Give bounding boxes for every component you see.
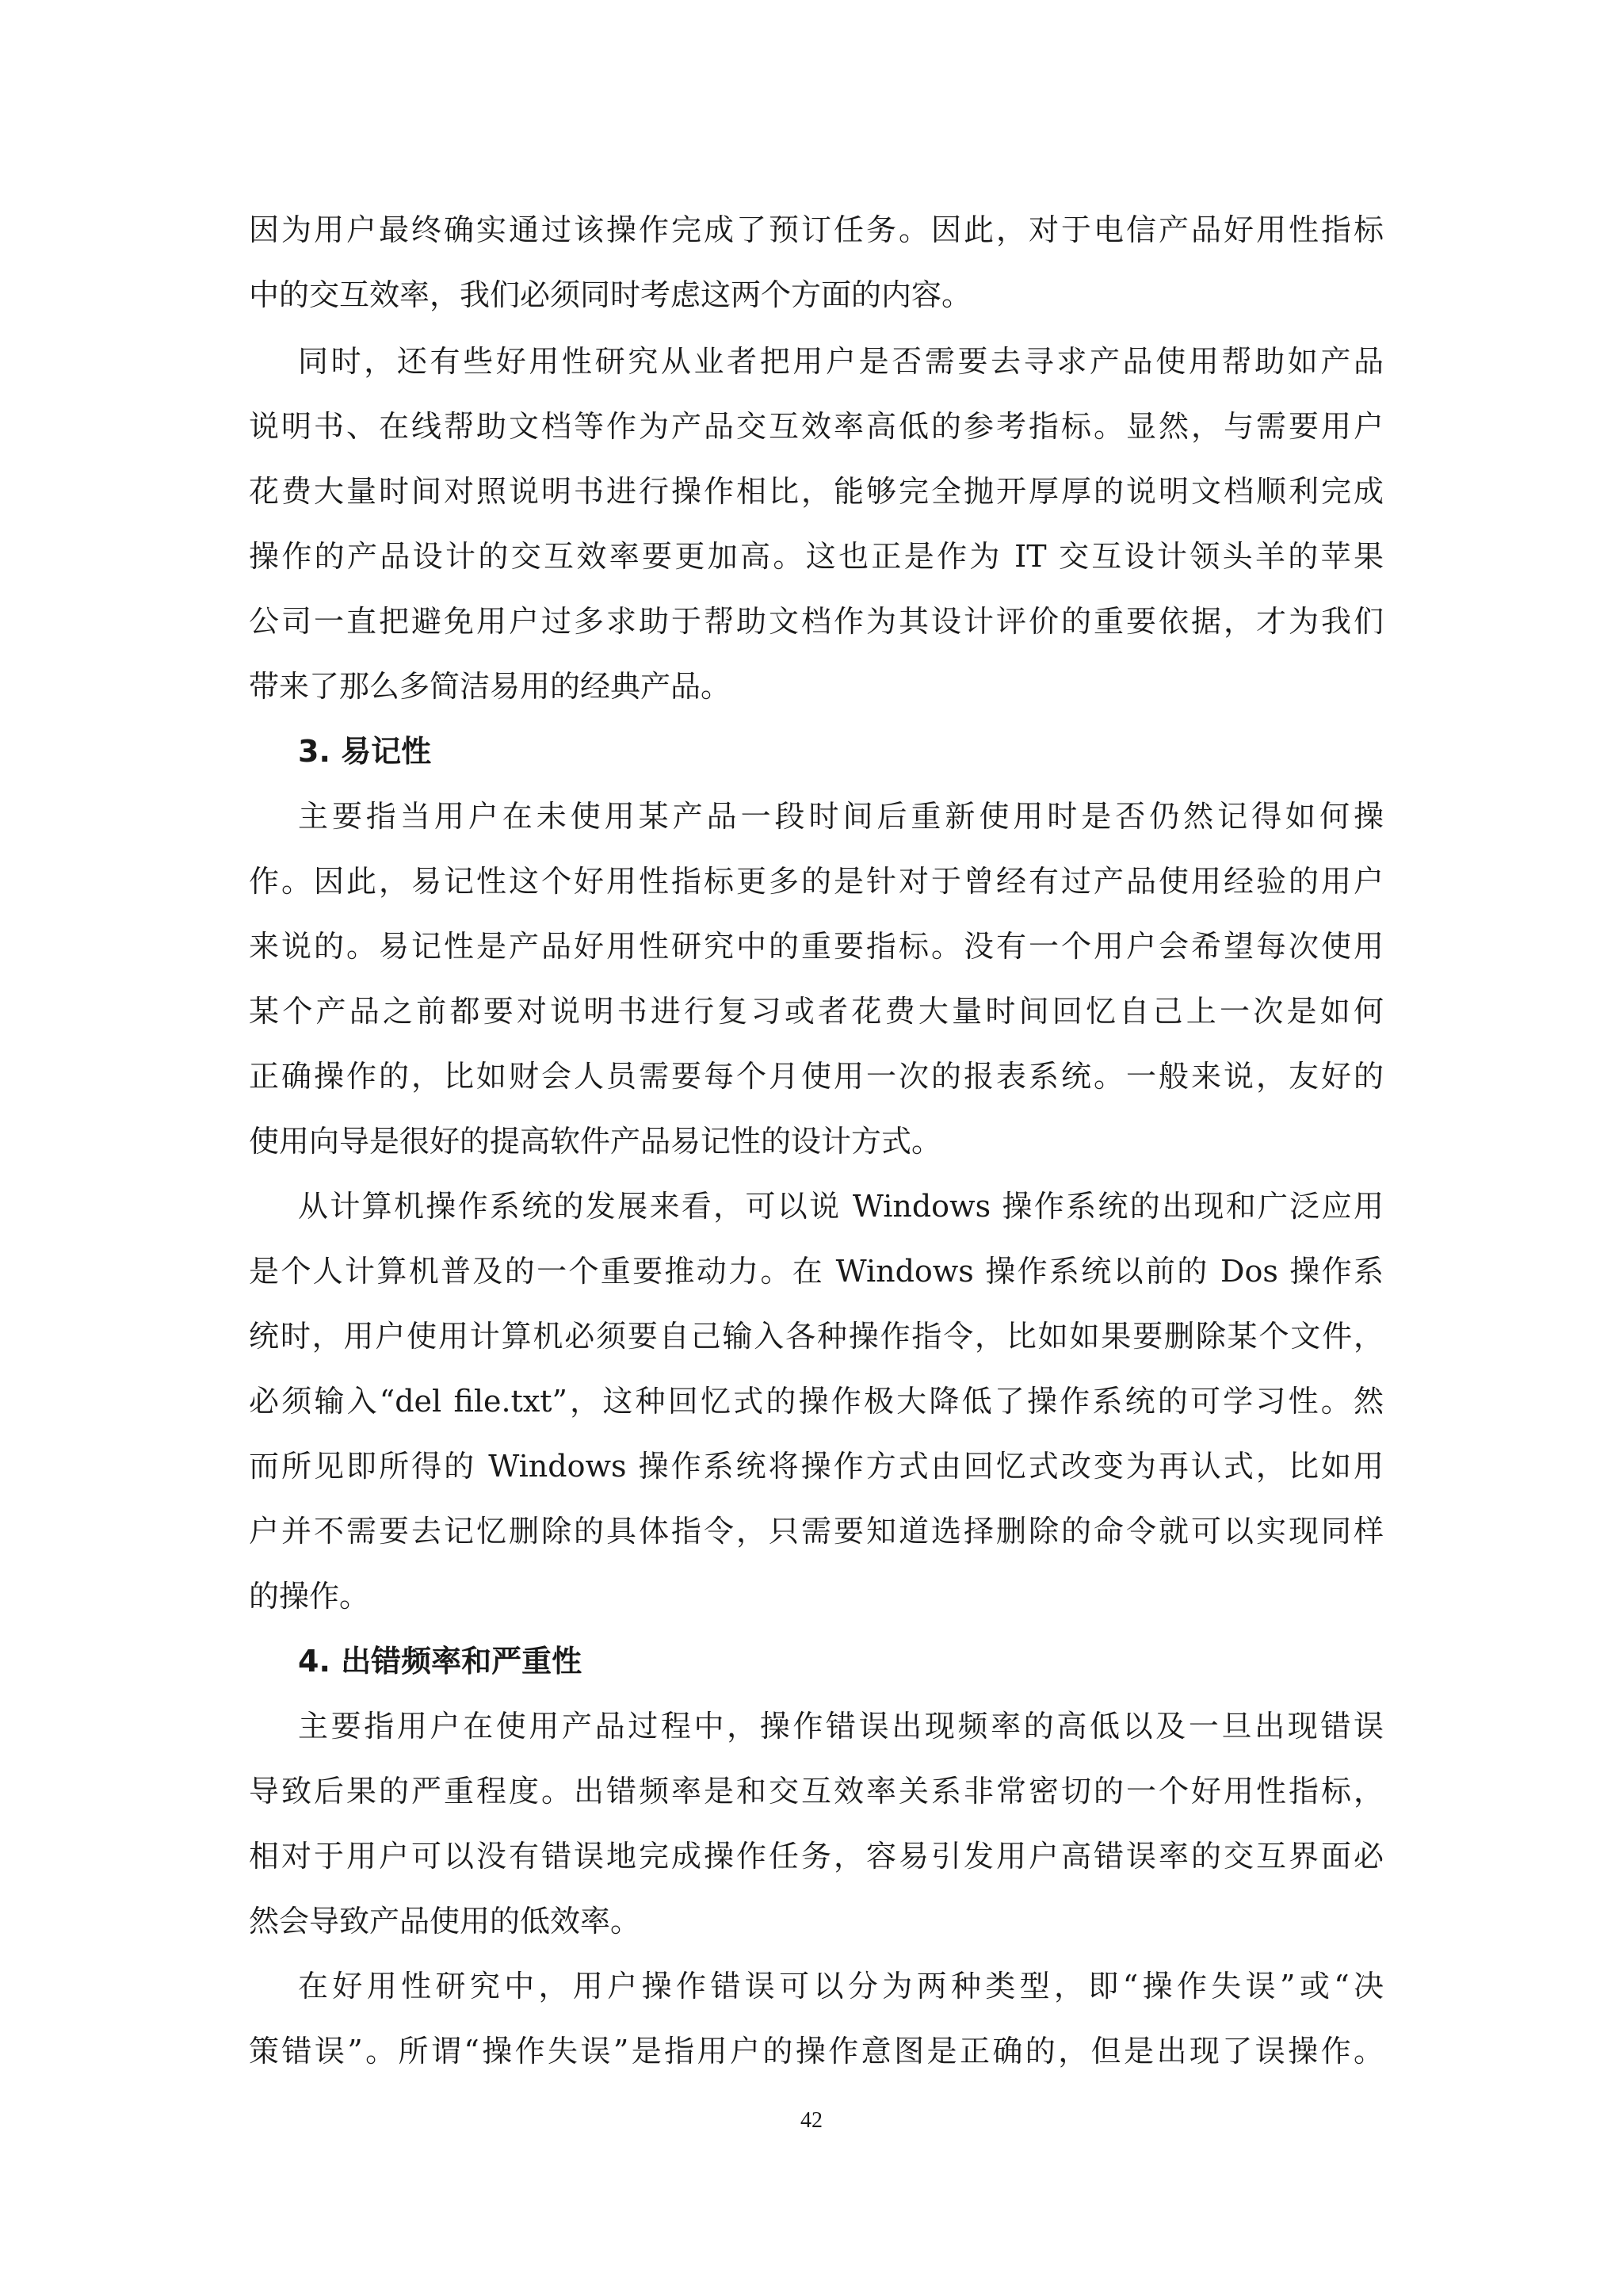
paragraph-line: 然会导致产品使用的低效率。 [249,1904,641,1939]
paragraph-line: 说明书、在线帮助文档等作为产品交互效率高低的参考指标。显然，与需要用户 [249,409,1384,444]
section-heading-memorability: 3. 易记性 [298,734,432,769]
paragraph-line: 使用向导是很好的提高软件产品易记性的设计方式。 [249,1124,942,1159]
paragraph-line: 来说的。易记性是产品好用性研究中的重要指标。没有一个用户会希望每次使用 [249,929,1384,964]
paragraph-line: 必须输入“del file.txt”，这种回忆式的操作极大降低了操作系统的可学习性。然 [249,1384,1384,1419]
paragraph-line: 同时，还有些好用性研究从业者把用户是否需要去寻求产品使用帮助如产品 [298,344,1384,379]
paragraph-line: 统时，用户使用计算机必须要自己输入各种操作指令，比如如果要删除某个文件， [249,1319,1384,1354]
paragraph-line: 因为用户最终确实通过该操作完成了预订任务。因此，对于电信产品好用性指标 [249,212,1384,247]
paragraph-line: 在好用性研究中，用户操作错误可以分为两种类型，即“操作失误”或“决 [298,1969,1384,2004]
paragraph-line: 从计算机操作系统的发展来看，可以说 Windows 操作系统的出现和广泛应用 [298,1189,1384,1224]
paragraph-line: 的操作。 [249,1579,370,1614]
paragraph-line: 中的交互效率，我们必须同时考虑这两个方面的内容。 [249,277,972,312]
paragraph-line: 相对于用户可以没有错误地完成操作任务，容易引发用户高错误率的交互界面必 [249,1839,1384,1874]
paragraph-line: 户并不需要去记忆删除的具体指令，只需要知道选择删除的命令就可以实现同样 [249,1514,1384,1549]
paragraph-line: 操作的产品设计的交互效率要更加高。这也正是作为 IT 交互设计领头羊的苹果 [249,539,1384,574]
paragraph-line: 某个产品之前都要对说明书进行复习或者花费大量时间回忆自己上一次是如何 [249,994,1384,1029]
paragraph-line: 而所见即所得的 Windows 操作系统将操作方式由回忆式改变为再认式，比如用 [249,1449,1384,1484]
paragraph-line: 主要指用户在使用产品过程中，操作错误出现频率的高低以及一旦出现错误 [298,1709,1384,1744]
page-number: 42 [800,2108,823,2133]
paragraph-line: 公司一直把避免用户过多求助于帮助文档作为其设计评价的重要依据，才为我们 [249,604,1384,639]
paragraph-line: 导致后果的严重程度。出错频率是和交互效率关系非常密切的一个好用性指标， [249,1774,1384,1809]
paragraph-line: 是个人计算机普及的一个重要推动力。在 Windows 操作系统以前的 Dos 操作系 [249,1254,1384,1289]
paragraph-line: 作。因此，易记性这个好用性指标更多的是针对于曾经有过产品使用经验的用户 [249,864,1384,899]
paragraph-line: 花费大量时间对照说明书进行操作相比，能够完全抛开厚厚的说明文档顺利完成 [249,474,1384,509]
section-heading-error-rate: 4. 出错频率和严重性 [298,1644,582,1679]
paragraph-line: 策错误”。所谓“操作失误”是指用户的操作意图是正确的，但是出现了误操作。 [249,2034,1384,2069]
paragraph-line: 正确操作的，比如财会人员需要每个月使用一次的报表系统。一般来说，友好的 [249,1059,1384,1094]
paragraph-line: 主要指当用户在未使用某产品一段时间后重新使用时是否仍然记得如何操 [298,799,1384,834]
paragraph-line: 带来了那么多简洁易用的经典产品。 [249,669,731,704]
